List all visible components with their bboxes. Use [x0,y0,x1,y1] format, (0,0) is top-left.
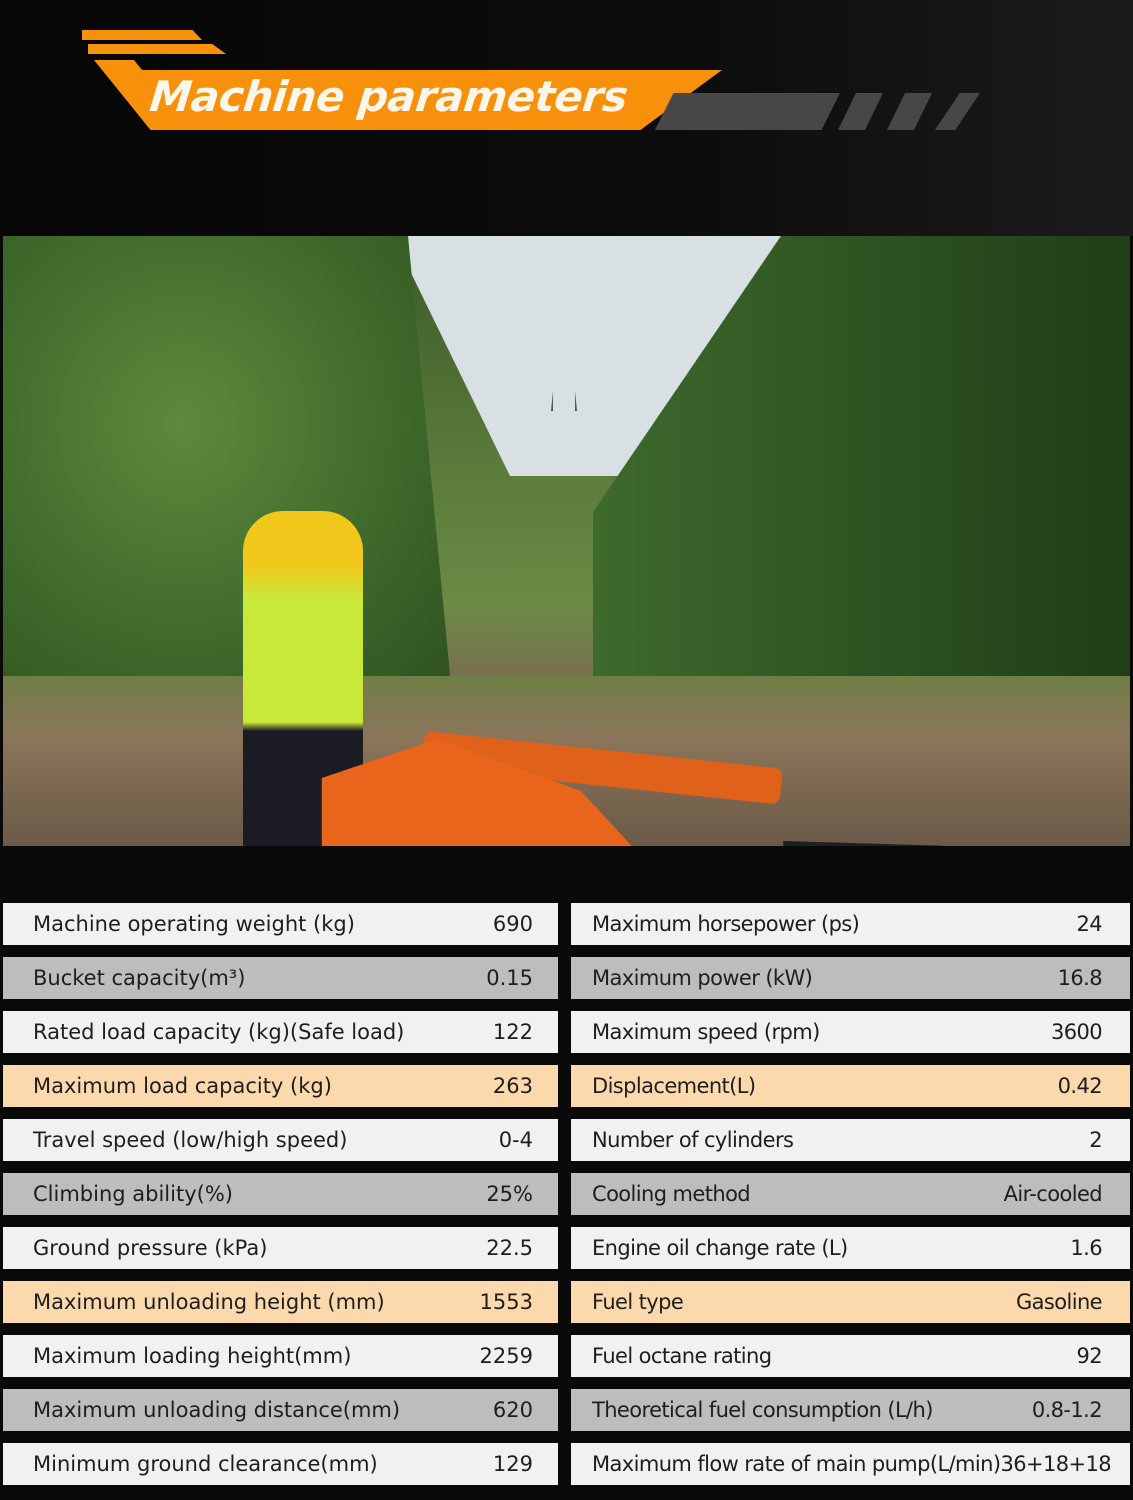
grey-slash-2 [887,93,932,130]
spec-label: Maximum unloading distance(mm) [33,1398,401,1422]
spec-label: Minimum ground clearance(mm) [33,1452,378,1476]
spec-row [3,1389,558,1431]
spec-value: 129 [492,1452,533,1476]
spec-row [571,903,1130,945]
spec-row [3,1227,558,1269]
spec-value: 1553 [479,1290,533,1314]
spec-row [3,1011,558,1053]
spec-value: 0.15 [486,966,533,990]
spec-value: 0.8-1.2 [1031,1398,1102,1422]
spec-value: 36+18+18 [1000,1452,1112,1476]
spec-label: Machine operating weight (kg) [33,912,355,936]
spec-label: Displacement(L) [592,1074,756,1098]
spec-row [571,957,1130,999]
spec-value: 16.8 [1057,966,1102,990]
product-photo [3,236,1130,846]
grey-slash-3 [935,93,980,130]
spec-label: Bucket capacity(m³) [33,966,246,990]
spec-value: 263 [492,1074,533,1098]
spec-value: 2 [1089,1128,1102,1152]
spec-row [3,1335,558,1377]
spec-value: 620 [492,1398,533,1422]
spec-label: Maximum power (kW) [592,966,813,990]
photo-trees-left [3,236,453,706]
spec-label: Maximum flow rate of main pump(L/min) [592,1452,1001,1476]
spec-row [3,1065,558,1107]
spec-row [571,1443,1130,1485]
spec-row [571,1119,1130,1161]
spec-value: Gasoline [1015,1290,1102,1314]
spec-label: Maximum loading height(mm) [33,1344,352,1368]
spec-value: 22.5 [486,1236,533,1260]
grey-slash-1 [838,93,883,130]
accent-stripe-middle [88,44,226,54]
spec-row [3,1119,558,1161]
spec-row [571,1389,1130,1431]
spec-label: Travel speed (low/high speed) [33,1128,348,1152]
spec-label: Rated load capacity (kg)(Safe load) [33,1020,405,1044]
accent-stripe-top [82,30,202,40]
spec-label: Climbing ability(%) [33,1182,233,1206]
spec-value: 24 [1076,912,1102,936]
spec-label: Maximum horsepower (ps) [592,912,860,936]
spec-label: Theoretical fuel consumption (L/h) [592,1398,933,1422]
spec-value: 0-4 [498,1128,533,1152]
spec-row [3,1173,558,1215]
spec-value: 25% [486,1182,533,1206]
spec-value: 0.42 [1057,1074,1102,1098]
spec-label: Engine oil change rate (L) [592,1236,848,1260]
spec-value: 3600 [1050,1020,1102,1044]
spec-label: Ground pressure (kPa) [33,1236,268,1260]
grey-banner-bar [655,93,840,130]
spec-row [3,903,558,945]
header-banner [0,0,1133,236]
spec-row [571,1281,1130,1323]
spec-row [571,1065,1130,1107]
spec-row [571,1173,1130,1215]
spec-label: Fuel octane rating [592,1344,772,1368]
spec-label: Maximum speed (rpm) [592,1020,820,1044]
spec-row [3,1281,558,1323]
spec-label: Number of cylinders [592,1128,794,1152]
spec-row [571,1011,1130,1053]
spec-row [3,1443,558,1485]
spec-value: 1.6 [1070,1236,1102,1260]
spec-label: Fuel type [592,1290,684,1314]
spec-label: Maximum unloading height (mm) [33,1290,385,1314]
spec-label: Maximum load capacity (kg) [33,1074,332,1098]
spec-row [571,1227,1130,1269]
page-title: Machine parameters [147,72,630,121]
spec-value: 690 [492,912,533,936]
spec-value: 92 [1076,1344,1102,1368]
spec-row [571,1335,1130,1377]
spec-label: Cooling method [592,1182,751,1206]
spec-value: 2259 [479,1344,533,1368]
spec-value: Air-cooled [1003,1182,1102,1206]
spec-row [3,957,558,999]
spec-value: 122 [492,1020,533,1044]
